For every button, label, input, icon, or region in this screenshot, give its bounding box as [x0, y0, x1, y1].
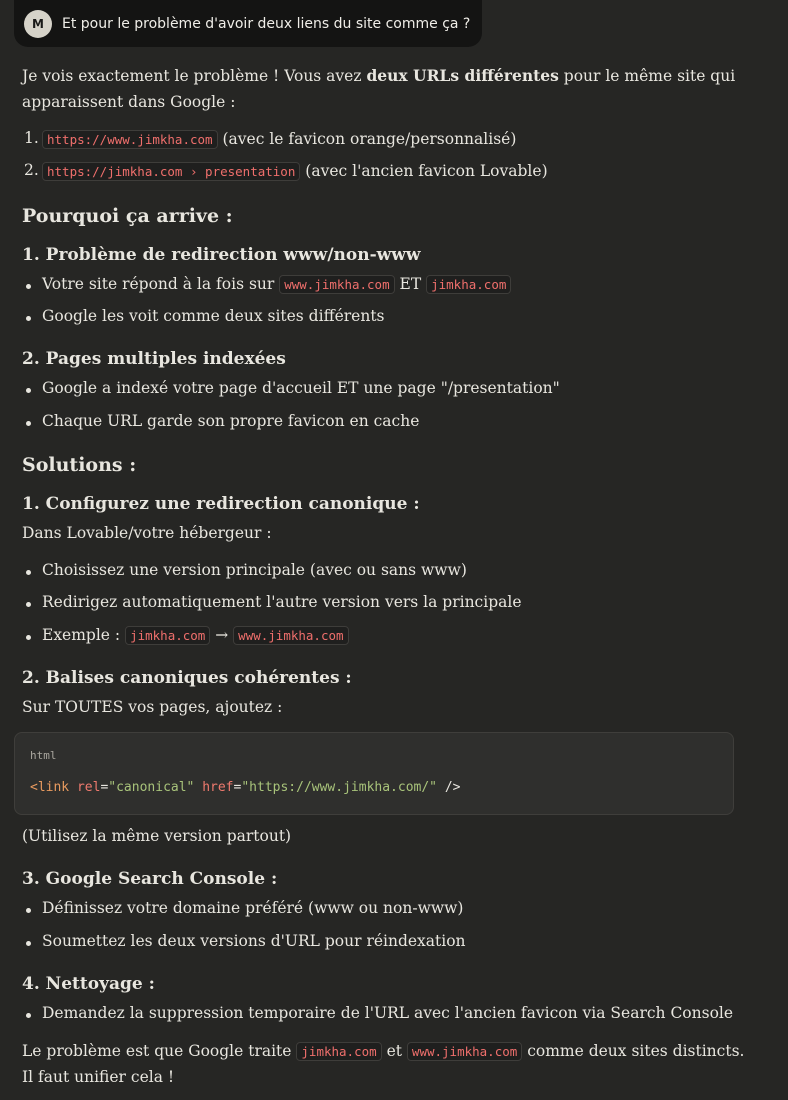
user-avatar: M	[24, 10, 52, 38]
user-message-text: Et pour le problème d'avoir deux liens du site comme ça ?	[62, 15, 471, 32]
code-block[interactable]	[14, 732, 734, 815]
p2-heading: 2. Pages multiples indexées	[22, 349, 286, 369]
url-2-code: https://jimkha.com › presentation	[42, 162, 300, 181]
code-line: <link rel="canonical" href="https://www.jimkha.com/" />	[30, 780, 461, 795]
url-2: https://jimkha.com › presentation (avec l'ancien favicon Lovable)	[42, 161, 548, 182]
s1-item-2: Redirigez automatiquement l'autre version vers la principale	[42, 593, 522, 611]
s3-heading: 3. Google Search Console :	[22, 869, 278, 889]
p2-item-1: Google a indexé votre page d'accueil ET une page "/presentation"	[42, 379, 560, 397]
s3-item-2: Soumettez les deux versions d'URL pour réindexation	[42, 932, 466, 950]
bullet	[26, 421, 31, 426]
s2-after: (Utilisez la même version partout)	[22, 827, 292, 845]
conclusion-line1: Le problème est que Google traite jimkha.com et www.jimkha.com comme deux sites distincts.	[22, 1042, 745, 1060]
p2-item-2: Chaque URL garde son propre favicon en cache	[42, 412, 420, 430]
intro-line2: apparaissent dans Google :	[22, 93, 236, 111]
conclusion-line2: Il faut unifier cela !	[22, 1068, 175, 1086]
p1-item-1: Votre site répond à la fois sur www.jimkha.com ET jimkha.com	[42, 274, 511, 295]
s4-heading: 4. Nettoyage :	[22, 974, 155, 994]
p1-heading: 1. Problème de redirection www/non-www	[22, 245, 421, 265]
url-2-number: 2.	[24, 161, 39, 179]
p1-item-2: Google les voit comme deux sites différents	[42, 307, 385, 325]
s1-item-3: Exemple : jimkha.com → www.jimkha.com	[42, 625, 349, 646]
bullet	[26, 908, 31, 913]
s1-heading: 1. Configurez une redirection canonique :	[22, 494, 420, 514]
bullet	[26, 388, 31, 393]
bullet	[26, 570, 31, 575]
url-1-number: 1.	[24, 129, 39, 147]
s1-intro: Dans Lovable/votre hébergeur :	[22, 524, 272, 542]
bullet	[26, 1013, 31, 1018]
why-heading: Pourquoi ça arrive :	[22, 205, 233, 227]
intro-line1: Je vois exactement le problème ! Vous avez deux URLs différentes pour le même site qui	[22, 66, 736, 85]
bullet	[26, 635, 31, 640]
code-language-label: html	[30, 749, 57, 762]
s3-item-1: Définissez votre domaine préféré (www ou non-www)	[42, 899, 464, 917]
bullet	[26, 316, 31, 321]
user-message	[14, 0, 482, 47]
bullet	[26, 602, 31, 607]
solutions-heading: Solutions :	[22, 454, 137, 476]
s1-item-1: Choisissez une version principale (avec ou sans www)	[42, 561, 467, 579]
url-1-code: https://www.jimkha.com	[42, 130, 218, 149]
s2-intro: Sur TOUTES vos pages, ajoutez :	[22, 698, 283, 716]
url-1: https://www.jimkha.com (avec le favicon orange/personnalisé)	[42, 129, 516, 150]
s2-heading: 2. Balises canoniques cohérentes :	[22, 668, 352, 688]
arrow-icon: →	[210, 626, 234, 644]
bullet	[26, 284, 31, 289]
s4-item-1: Demandez la suppression temporaire de l'URL avec l'ancien favicon via Search Console	[42, 1004, 734, 1022]
bullet	[26, 941, 31, 946]
